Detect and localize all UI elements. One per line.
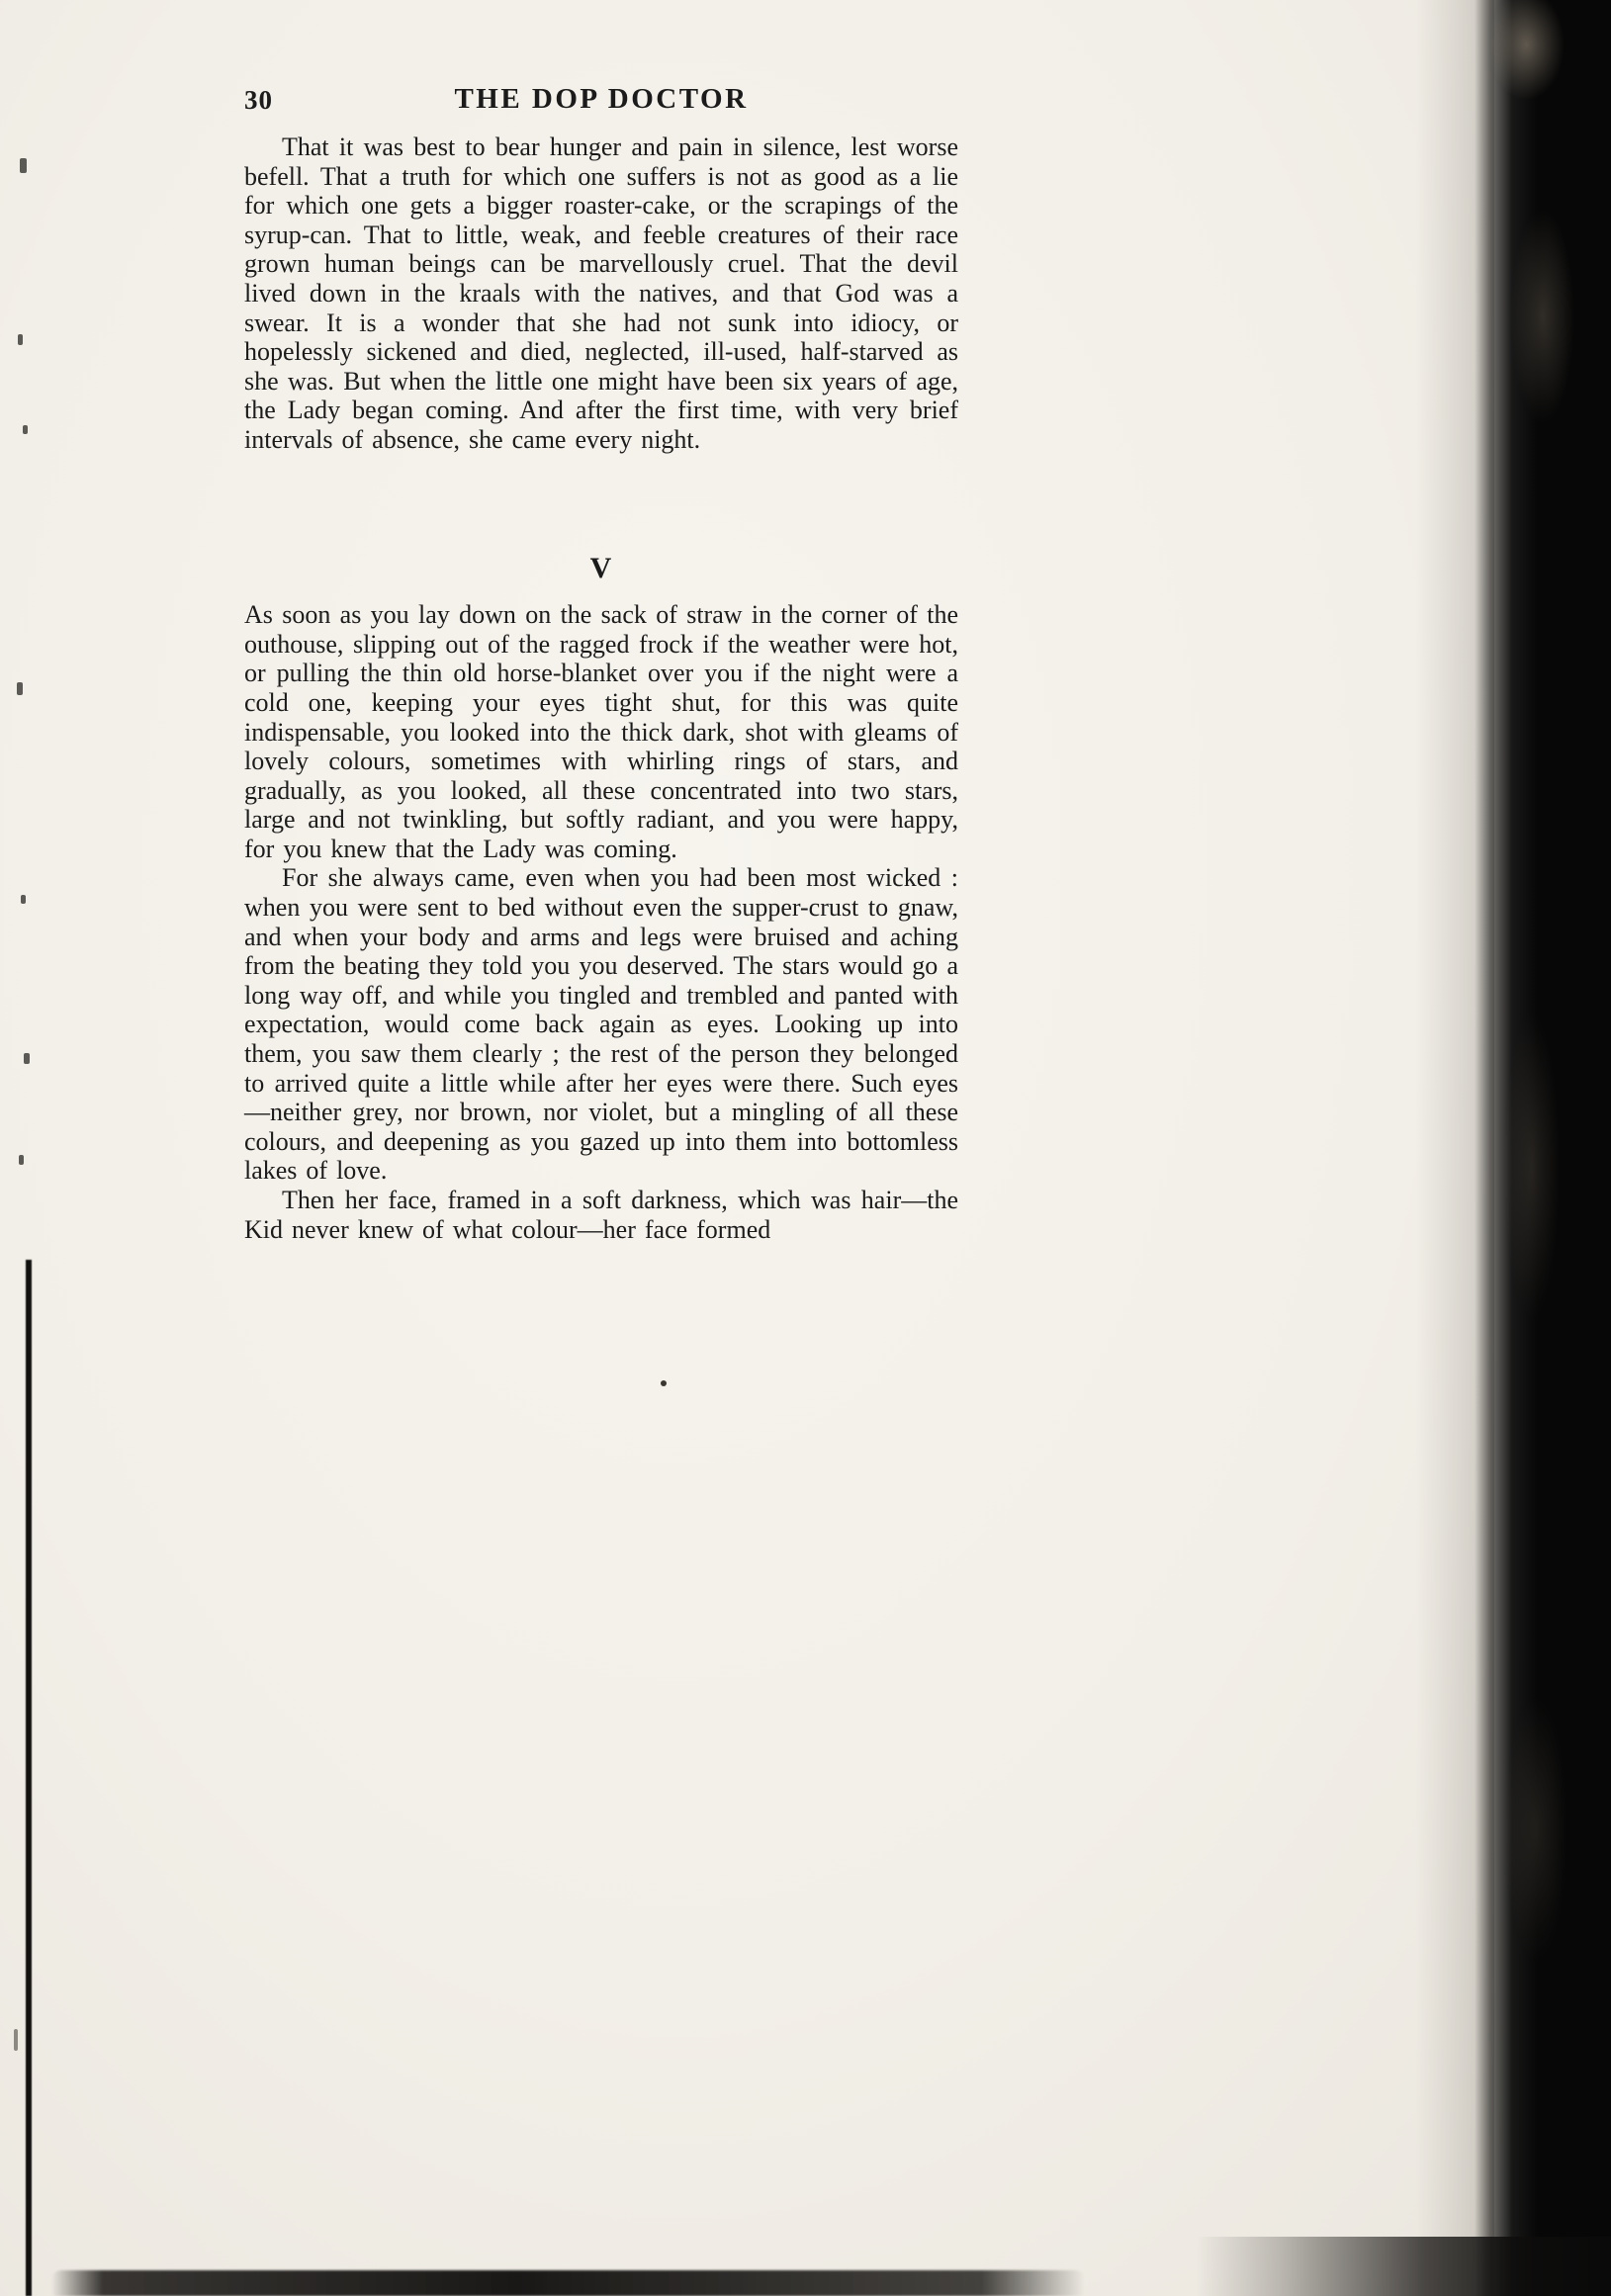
paragraph-2: As soon as you lay down on the sack of straw in the corner of the outhouse, slipping out of the ragged frock if the weather were hot, or pulling the thin old horse-blanket over you if the night were a cold one, keeping your eyes tight shut, for this was quite indispensable, you looked into the thick dark, shot with gleams of lovely colours, sometimes with whirling rings of stars, and gradually, as you looked, all these concentrated into two stars, large and not twinkling, but softly radiant, and you were happy, for you knew that the Lady was coming. — [244, 600, 958, 863]
scan-speck — [20, 158, 27, 173]
scan-binding-edge — [1475, 0, 1611, 2296]
page-curve-shadow — [1415, 0, 1494, 2296]
scan-left-line — [26, 1260, 32, 2296]
paragraph-3: For she always came, even when you had been most wicked : when you were sent to bed without even the supper-crust to gnaw, and when your body and arms and legs were bruised and aching from the beating they told you you deserved. The stars would go a long way off, and while you tingled and trembled and panted with expectation, would come back again as eyes. Looking up into them, you saw them clearly ; the rest of the person they belonged to arrived quite a little while after her eyes were there. Such eyes—neither grey, nor brown, nor violet, but a mingling of all these colours, and deepening as you gazed up into them into bottomless lakes of love. — [244, 863, 958, 1186]
chapter-heading: V — [589, 551, 613, 584]
scan-speck — [17, 682, 23, 695]
scan-speck — [21, 895, 26, 904]
scan-speck — [18, 334, 23, 345]
scan-speck — [23, 425, 28, 434]
scan-speck — [24, 1053, 30, 1064]
page-number: 30 — [244, 85, 273, 115]
scan-speck — [14, 2029, 18, 2051]
scan-stray-dot — [661, 1380, 667, 1386]
scan-corner-shadow — [1196, 2237, 1611, 2296]
running-title: THE DOP DOCTOR — [454, 83, 749, 115]
running-head — [244, 83, 958, 123]
paragraph-4: Then her face, framed in a soft darkness, which was hair—the Kid never knew of what colour—her face formed — [244, 1186, 958, 1244]
page-text-block — [244, 132, 958, 1244]
paragraph-1: That it was best to bear hunger and pain in silence, lest worse befell. That a truth for which one suffers is not as good as a lie for which one gets a bigger roaster-cake, or the scrapings of the syrup-can. That to little, weak, and feeble creatures of their race grown human beings can be marvellously cruel. That the devil lived down in the kraals with the natives, and that God was a swear. It is a wonder that she had not sunk into idiocy, or hopelessly sickened and died, neglected, ill-used, half-starved as she was. But when the little one might have been six years of age, the Lady began coming. And after the first time, with very brief intervals of absence, she came every night. — [244, 132, 958, 454]
scan-speck — [19, 1155, 24, 1165]
scan-bottom-shadow — [51, 2270, 1085, 2296]
